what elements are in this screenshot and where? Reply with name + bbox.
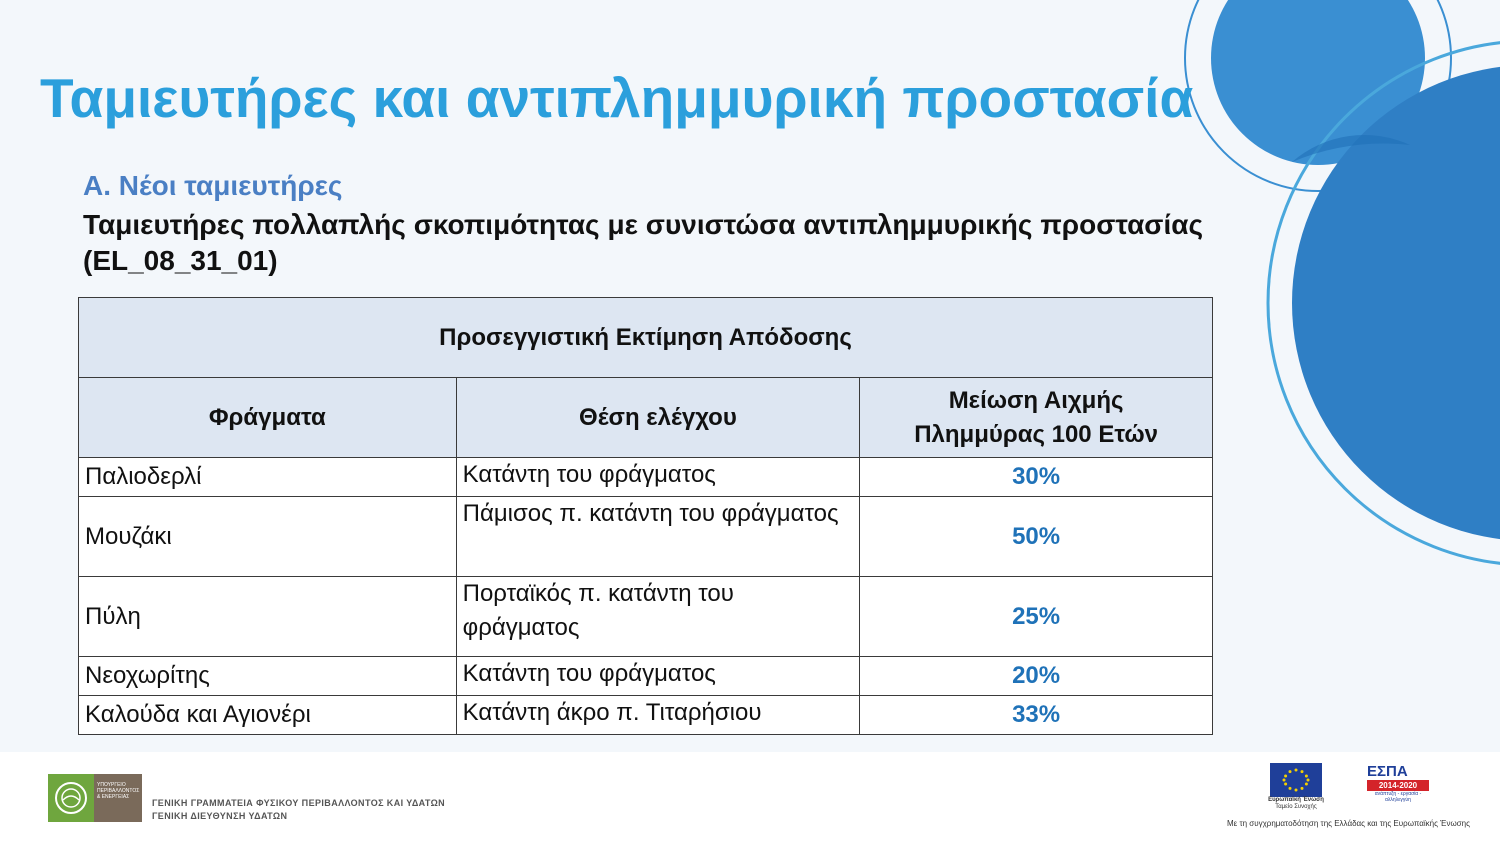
- ministry-logo: [48, 774, 142, 822]
- footer-secretariat: ΓΕΝΙΚΗ ΓΡΑΜΜΑΤΕΙΑ ΦΥΣΙΚΟΥ ΠΕΡΙΒΑΛΛΟΝΤΟΣ ΚΑΙ ΥΔΑΤΩΝ: [152, 798, 446, 808]
- eu-caption-fund: Ταμείο Συνοχής: [1275, 804, 1317, 810]
- espa-slogan: ανάπτυξη - εργασία - αλληλεγγύη: [1374, 791, 1422, 803]
- peak-reduction: 30%: [860, 458, 1213, 497]
- eu-flag-icon: [1270, 763, 1322, 797]
- table-row: [79, 577, 1213, 657]
- ministry-logo-text: ΥΠΟΥΡΓΕΙΟ ΠΕΡΙΒΑΛΛΟΝΤΟΣ & ΕΝΕΡΓΕΙΑΣ: [97, 782, 140, 800]
- peak-reduction: 33%: [860, 696, 1213, 735]
- dam-name: Παλιοδερλί: [79, 458, 457, 497]
- control-position: Κατάντη του φράγματος: [456, 657, 860, 696]
- footer-directorate: ΓΕΝΙΚΗ ΔΙΕΥΘΥΝΣΗ ΥΔΑΤΩΝ: [152, 811, 288, 821]
- footer: [0, 752, 1500, 843]
- section-subtitle: Α. Νέοι ταμιευτήρες: [83, 170, 343, 201]
- table-row: [79, 458, 1213, 497]
- table-row: [79, 497, 1213, 577]
- peak-reduction: 20%: [860, 657, 1213, 696]
- dam-name: Νεοχωρίτης: [79, 657, 457, 696]
- dam-name: Καλούδα και Αγιονέρι: [79, 696, 457, 735]
- column-header-control-position: Θέση ελέγχου: [456, 378, 860, 458]
- dam-name: Μουζάκι: [79, 497, 457, 577]
- dam-name: Πύλη: [79, 577, 457, 657]
- column-header-dams: Φράγματα: [79, 378, 457, 458]
- cofunding-note: Με τη συγχρηματοδότηση της Ελλάδας και της Ευρωπαϊκής Ένωσης: [1227, 819, 1470, 828]
- eu-caption-title: Ευρωπαϊκή Ένωση: [1268, 797, 1324, 803]
- control-position: Κατάντη άκρο π. Τιταρήσιου: [456, 696, 860, 735]
- page-title: Ταμιευτήρες και αντιπλημμυρική προστασία: [40, 67, 1194, 129]
- table-caption: Προσεγγιστική Εκτίμηση Απόδοσης: [79, 298, 1213, 378]
- control-position: Πορταϊκός π. κατάντη του φράγματος: [456, 577, 860, 657]
- espa-years: 2014-2020: [1367, 780, 1429, 791]
- eu-caption: [1262, 797, 1330, 811]
- espa-logo: [1367, 763, 1429, 801]
- control-position: Πάμισος π. κατάντη του φράγματος: [456, 497, 860, 577]
- table-row: [79, 696, 1213, 735]
- leaf-emblem-icon: [48, 774, 94, 822]
- section-description: Ταμιευτήρες πολλαπλής σκοπιμότητας με συνιστώσα αντιπλημμυρικής προστασίας (EL_08_31_01): [83, 209, 1203, 276]
- table-row: [79, 657, 1213, 696]
- peak-reduction: 50%: [860, 497, 1213, 577]
- peak-reduction: 25%: [860, 577, 1213, 657]
- control-position: Κατάντη του φράγματος: [456, 458, 860, 497]
- espa-title: ΕΣΠΑ: [1367, 763, 1408, 780]
- column-header-peak-reduction: Μείωση Αιχμής Πλημμύρας 100 Ετών: [860, 378, 1213, 458]
- performance-table: [78, 297, 1213, 735]
